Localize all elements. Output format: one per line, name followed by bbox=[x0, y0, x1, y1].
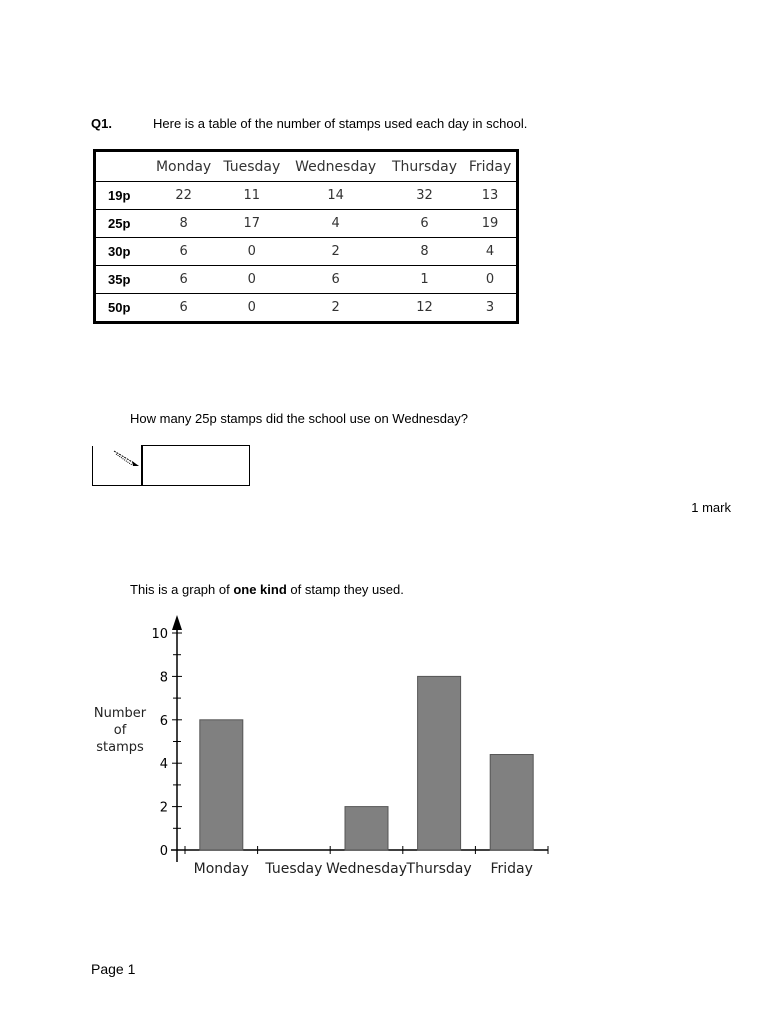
row-label: 19p bbox=[95, 182, 151, 210]
y-tick-label: 4 bbox=[159, 757, 168, 773]
table-cell: 6 bbox=[179, 300, 188, 315]
table-cell: 2 bbox=[286, 238, 385, 266]
y-axis-arrow bbox=[172, 615, 182, 630]
column-header: Friday bbox=[464, 151, 517, 182]
table-cell: 22 bbox=[150, 182, 217, 210]
y-tick-label: 8 bbox=[159, 670, 168, 686]
table-corner bbox=[95, 151, 151, 182]
table-cell: 8 bbox=[150, 210, 217, 238]
table-row bbox=[95, 266, 518, 294]
table-cell: 19 bbox=[464, 210, 517, 238]
x-tick-label: Friday bbox=[490, 861, 533, 877]
y-axis-label: stamps bbox=[96, 740, 144, 755]
bar-thursday bbox=[418, 676, 461, 850]
stamps-table bbox=[93, 149, 519, 324]
column-header: Thursday bbox=[385, 151, 464, 182]
table-cell: 0 bbox=[464, 266, 517, 294]
table-cell: 6 bbox=[385, 210, 464, 238]
table-cell: 13 bbox=[464, 182, 517, 210]
table-row bbox=[95, 210, 518, 238]
bar-monday bbox=[200, 720, 243, 850]
part-b-text-bold: one kind bbox=[233, 582, 287, 597]
table-cell: 6 bbox=[150, 266, 217, 294]
table-cell: 0 bbox=[217, 238, 286, 266]
table-cell: 12 bbox=[416, 300, 433, 315]
y-axis-label: Number bbox=[93, 706, 147, 721]
x-tick-label: Tuesday bbox=[265, 861, 323, 877]
bar-friday bbox=[490, 755, 533, 850]
row-label: 25p bbox=[95, 210, 151, 238]
row-label: 50p bbox=[108, 300, 131, 315]
y-tick-label: 2 bbox=[159, 800, 168, 816]
bar-chart bbox=[80, 610, 560, 890]
column-header: Tuesday bbox=[217, 151, 286, 182]
part-b-text-after: of stamp they used. bbox=[286, 582, 404, 597]
x-tick-label: Monday bbox=[193, 861, 249, 877]
table-cell: 2 bbox=[331, 300, 340, 315]
column-header: Wednesday bbox=[286, 151, 385, 182]
table-cell: 0 bbox=[217, 266, 286, 294]
marks-label: 1 mark bbox=[691, 500, 731, 515]
table-row bbox=[95, 238, 518, 266]
part-a-question: How many 25p stamps did the school use on Wednesday? bbox=[130, 411, 468, 426]
table-cell: 17 bbox=[217, 210, 286, 238]
y-tick-label: 0 bbox=[159, 844, 168, 859]
table-header-row bbox=[95, 151, 518, 182]
table-row bbox=[95, 182, 518, 210]
x-tick-label: Thursday bbox=[406, 861, 472, 877]
table-cell: 14 bbox=[286, 182, 385, 210]
y-tick-label: 6 bbox=[159, 713, 168, 729]
table-cell: 1 bbox=[385, 266, 464, 294]
y-tick-label: 10 bbox=[151, 627, 168, 642]
table-cell: 6 bbox=[150, 238, 217, 266]
row-label: 35p bbox=[95, 266, 151, 294]
table-cell: 4 bbox=[464, 238, 517, 266]
part-b-text bbox=[130, 582, 404, 597]
table-cell: 8 bbox=[385, 238, 464, 266]
table-cell: 32 bbox=[385, 182, 464, 210]
bar-wednesday bbox=[345, 807, 388, 850]
table-cell: 4 bbox=[286, 210, 385, 238]
page-number: Page 1 bbox=[91, 961, 136, 977]
part-b-text-before: This is a graph of bbox=[130, 582, 234, 597]
row-label: 30p bbox=[95, 238, 151, 266]
pencil-icon bbox=[112, 447, 142, 469]
table-cell: 3 bbox=[485, 300, 495, 315]
table-row bbox=[95, 294, 518, 323]
y-axis-label: of bbox=[113, 723, 127, 738]
question-intro: Here is a table of the number of stamps used each day in school. bbox=[153, 116, 528, 131]
x-tick-label: Wednesday bbox=[325, 861, 408, 877]
table-cell: 6 bbox=[286, 266, 385, 294]
bar-chart-svg bbox=[80, 610, 560, 890]
column-header: Monday bbox=[150, 151, 217, 182]
table-cell: 0 bbox=[247, 300, 256, 315]
answer-box-gap bbox=[92, 445, 141, 446]
table-cell: 11 bbox=[217, 182, 286, 210]
question-number: Q1. bbox=[91, 116, 112, 131]
